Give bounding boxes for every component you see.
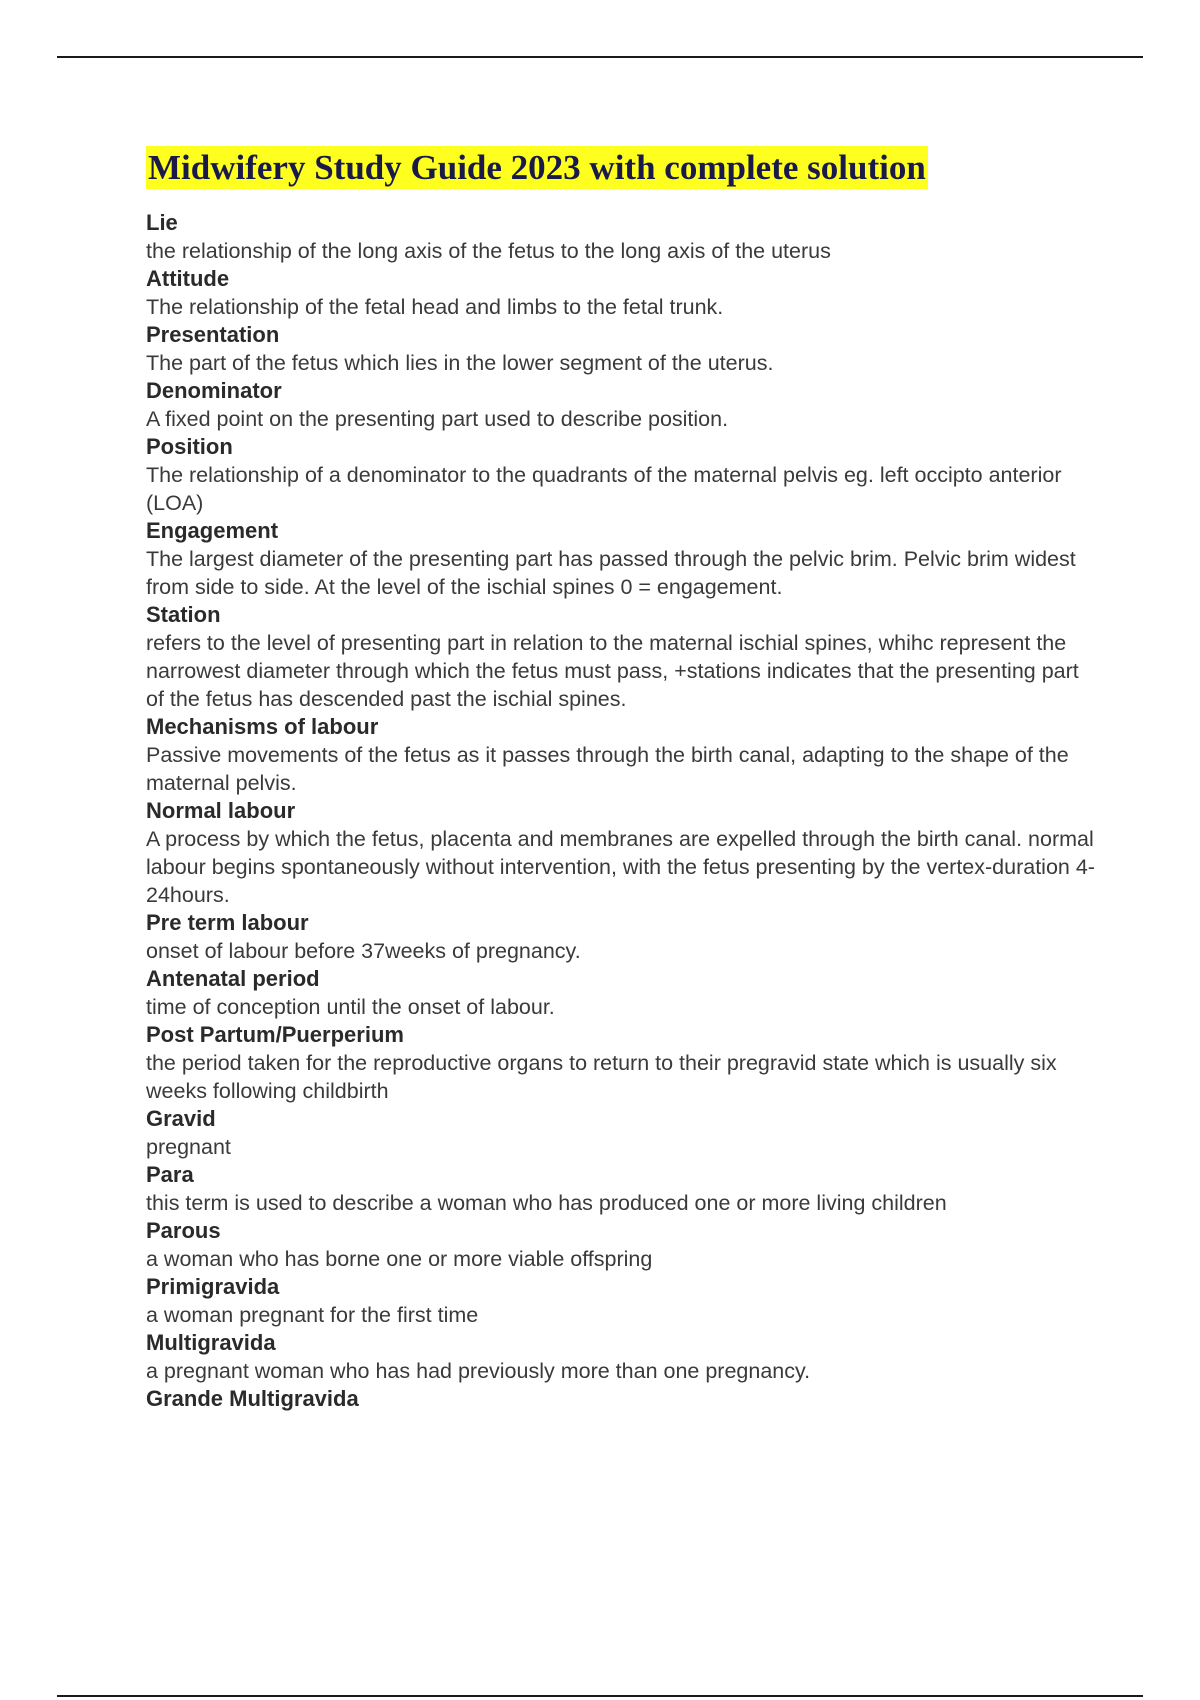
definition-normal-labour: A process by which the fetus, placenta and membranes are expelled through the birth canal. normal labour begins spontaneously without intervention, with the fetus presenting by the vertex-duration 4-24hours. — [146, 827, 1095, 907]
definition-gravid: pregnant — [146, 1135, 231, 1159]
term-grande-multigravida: Grande Multigravida — [146, 1386, 359, 1411]
term-multigravida: Multigravida — [146, 1330, 276, 1355]
definition-pre-term-labour: onset of labour before 37weeks of pregnancy. — [146, 939, 581, 963]
definition-post-partum-puerperium: the period taken for the reproductive organs to return to their pregravid state which is usually six weeks following childbirth — [146, 1051, 1057, 1103]
term-para: Para — [146, 1162, 194, 1187]
bottom-rule — [57, 1695, 1143, 1697]
term-gravid: Gravid — [146, 1106, 216, 1131]
definition-position: The relationship of a denominator to the quadrants of the maternal pelvis eg. left occipto anterior (LOA) — [146, 463, 1062, 515]
definition-presentation: The part of the fetus which lies in the lower segment of the uterus. — [146, 351, 774, 375]
term-antenatal-period: Antenatal period — [146, 966, 320, 991]
definition-station: refers to the level of presenting part in relation to the maternal ischial spines, whihc represent the narrowest diameter through which the fetus must pass, +stations indicates that the presenting part of the fetus has descended past the ischial spines. — [146, 631, 1079, 711]
document-body — [146, 146, 1096, 1413]
term-engagement: Engagement — [146, 518, 279, 543]
definition-multigravida: a pregnant woman who has had previously more than one pregnancy. — [146, 1359, 811, 1383]
term-lie: Lie — [146, 210, 178, 235]
definition-engagement: The largest diameter of the presenting part has passed through the pelvic brim. Pelvic brim widest from side to side. At the level of the ischial spines 0 = engagement. — [146, 547, 1076, 599]
term-normal-labour: Normal labour — [146, 798, 296, 823]
definition-para: this term is used to describe a woman who has produced one or more living children — [146, 1191, 947, 1215]
definition-parous: a woman who has borne one or more viable offspring — [146, 1247, 653, 1271]
term-position: Position — [146, 434, 233, 459]
definition-attitude: The relationship of the fetal head and limbs to the fetal trunk. — [146, 295, 724, 319]
term-primigravida: Primigravida — [146, 1274, 280, 1299]
definition-primigravida: a woman pregnant for the first time — [146, 1303, 479, 1327]
definition-denominator: A fixed point on the presenting part used to describe position. — [146, 407, 729, 431]
definition-antenatal-period: time of conception until the onset of labour. — [146, 995, 555, 1019]
top-rule — [57, 56, 1143, 58]
term-attitude: Attitude — [146, 266, 230, 291]
glossary-list — [146, 209, 1096, 1413]
definition-mechanisms-of-labour: Passive movements of the fetus as it passes through the birth canal, adapting to the shape of the maternal pelvis. — [146, 743, 1069, 795]
term-parous: Parous — [146, 1218, 221, 1243]
term-denominator: Denominator — [146, 378, 282, 403]
term-presentation: Presentation — [146, 322, 280, 347]
term-post-partum-puerperium: Post Partum/Puerperium — [146, 1022, 404, 1047]
term-mechanisms-of-labour: Mechanisms of labour — [146, 714, 379, 739]
term-station: Station — [146, 602, 221, 627]
definition-lie: the relationship of the long axis of the fetus to the long axis of the uterus — [146, 239, 831, 263]
term-pre-term-labour: Pre term labour — [146, 910, 309, 935]
document-title: Midwifery Study Guide 2023 with complete solution — [148, 148, 926, 187]
